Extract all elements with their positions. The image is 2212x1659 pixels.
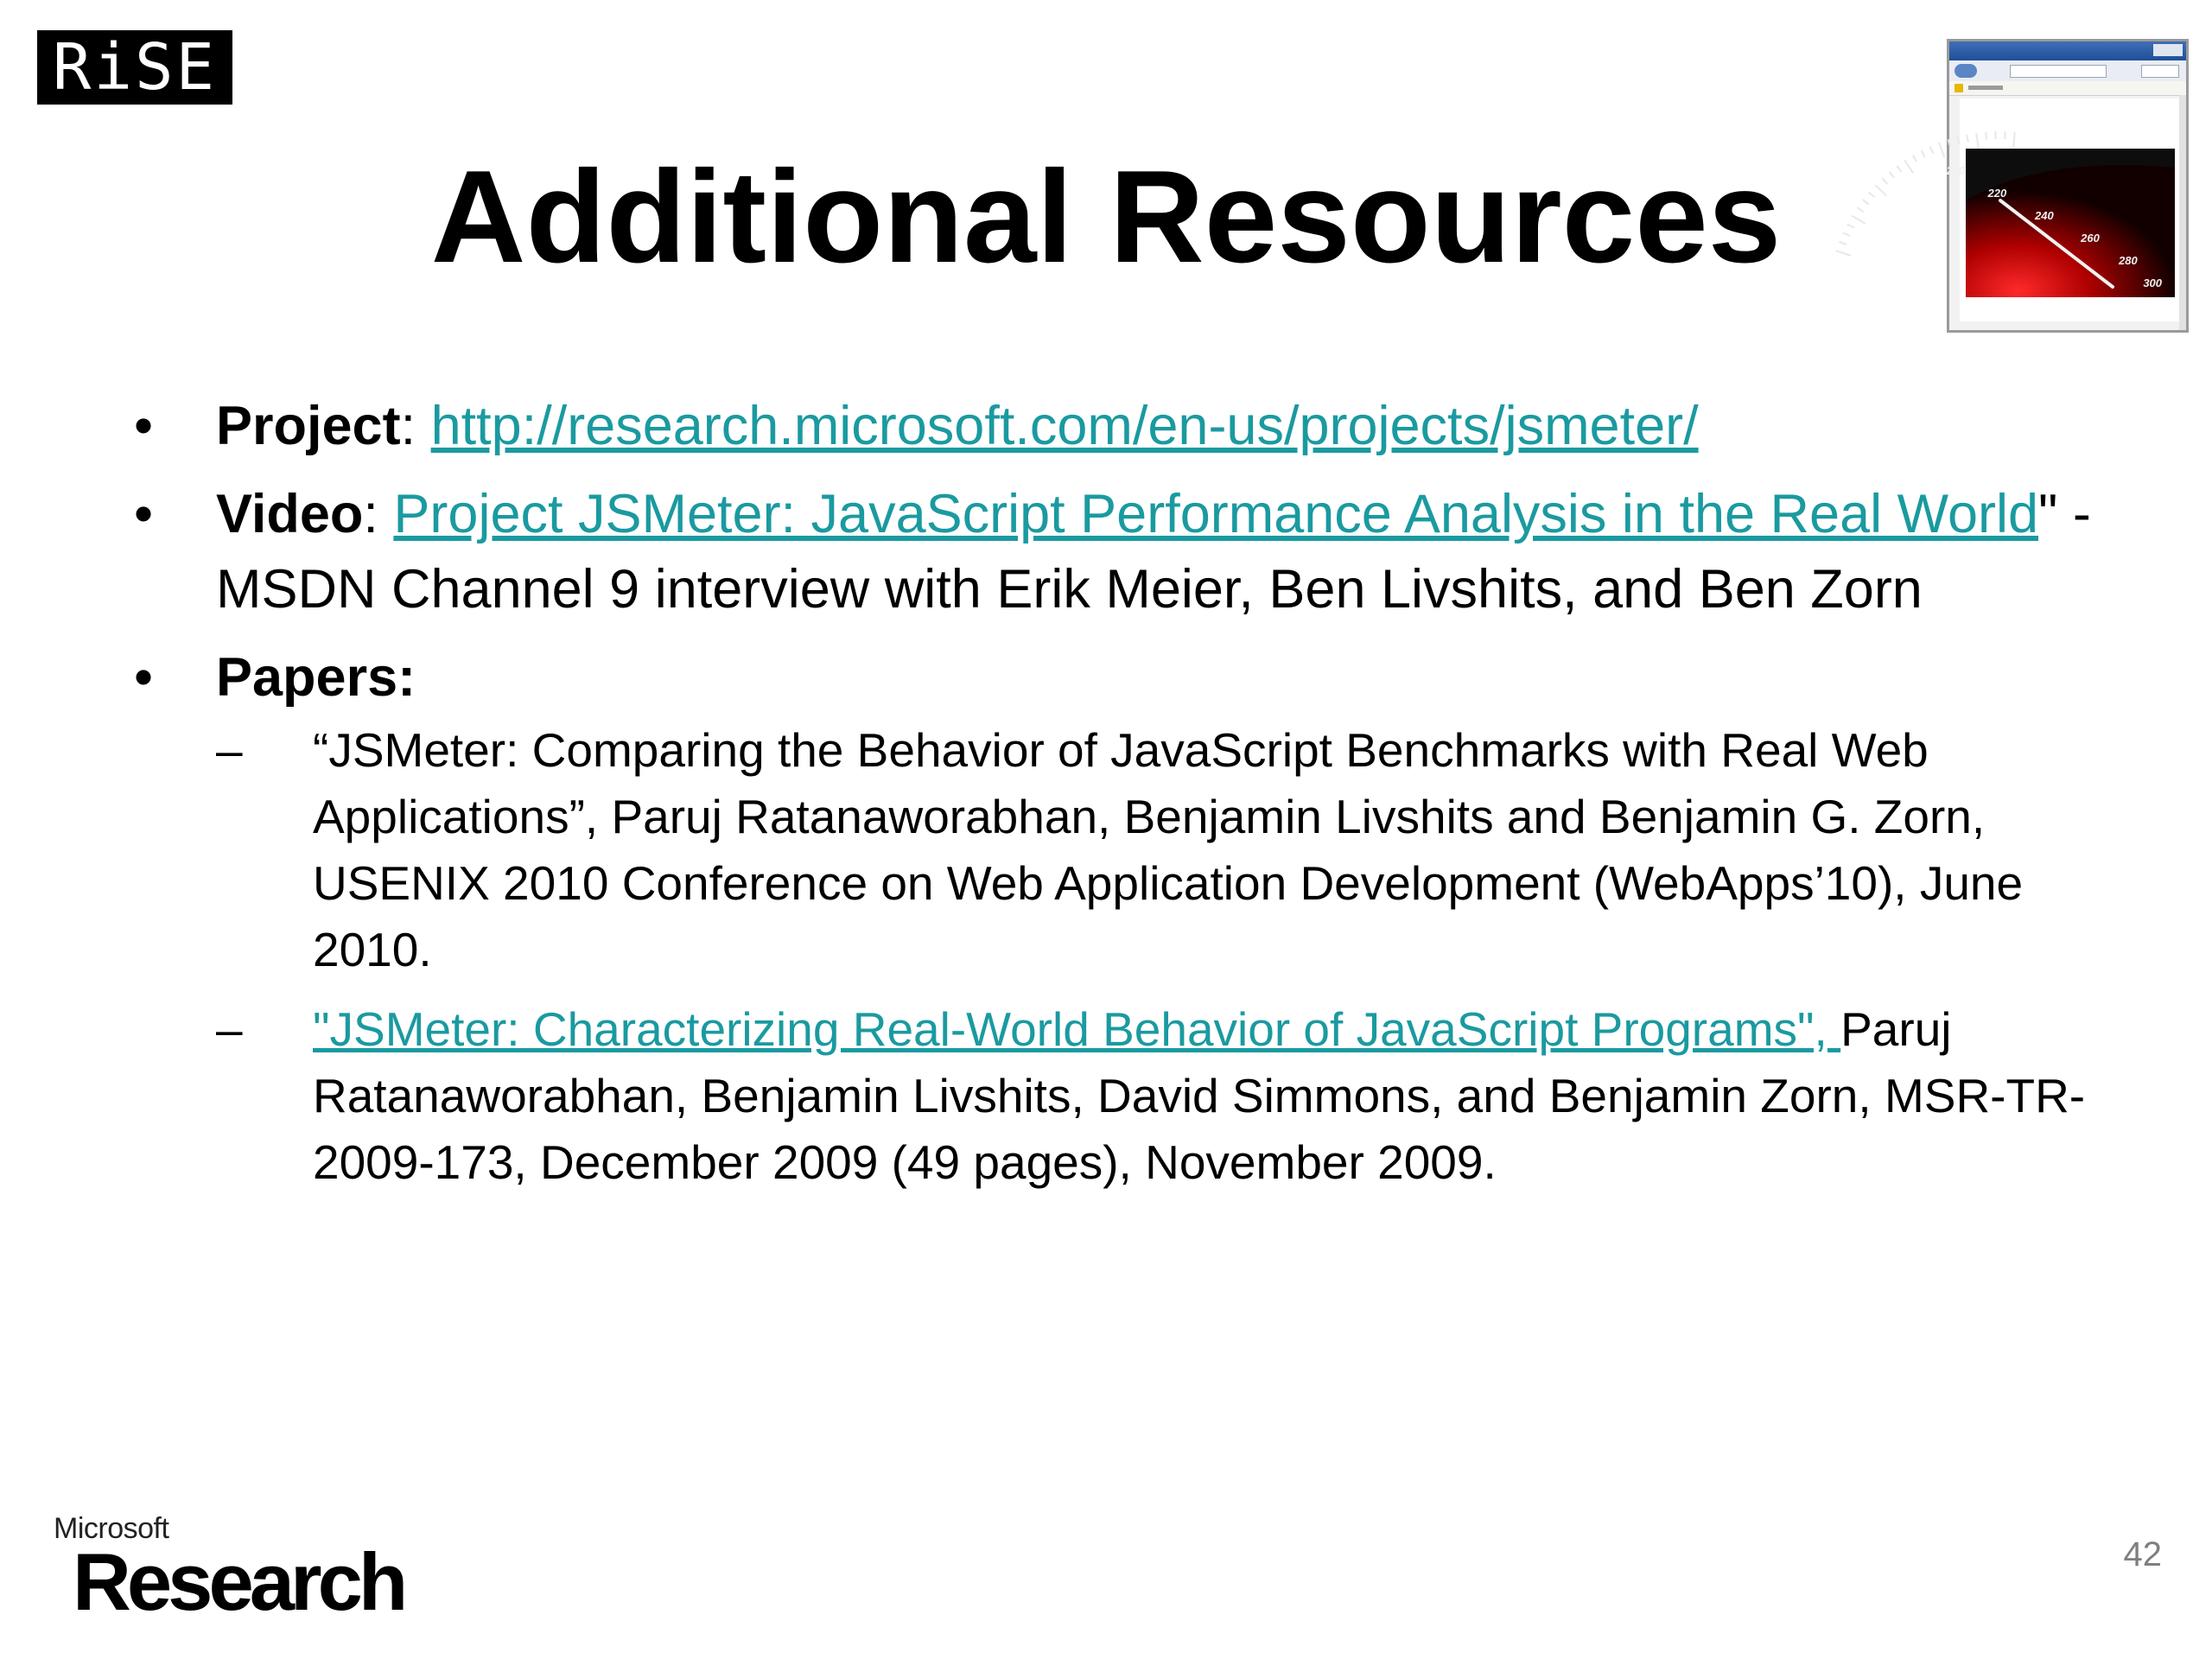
gauge-tick-label: 240 (2035, 209, 2054, 222)
bullet-video (134, 477, 2104, 627)
resource-list (134, 389, 2104, 1209)
research-wordmark: Research (73, 1536, 404, 1627)
microsoft-research-logo (54, 1512, 404, 1627)
thumbnail-addressbar (1949, 60, 2186, 82)
project-link[interactable]: http://research.microsoft.com/en-us/projects/jsmeter/ (430, 396, 1699, 456)
thumbnail-titlebar (1949, 41, 2186, 60)
video-label: Video (216, 484, 364, 544)
paper-item-1 (216, 717, 2104, 983)
project-label: Project (216, 396, 401, 456)
project-separator: : (400, 396, 431, 456)
favorites-text (1968, 86, 2003, 90)
page-number: 42 (2123, 1535, 2162, 1573)
thumbnail-scrollbar (2179, 95, 2186, 330)
papers-label: Papers: (216, 647, 416, 708)
paper-item-2 (216, 996, 2104, 1196)
video-description: " - MSDN Channel 9 interview with Erik Meier, Ben Livshits, and Ben Zorn (216, 484, 2091, 620)
back-forward-icon (1955, 64, 1977, 78)
papers-list (216, 717, 2104, 1196)
gauge-tick-label: 200 (1946, 164, 1966, 177)
microsoft-wordmark: Microsoft (54, 1512, 169, 1545)
favorites-star-icon (1955, 84, 1963, 92)
paper-2-link[interactable]: "JSMeter: Characterizing Real-World Behavior of JavaScript Programs", (313, 1002, 1841, 1056)
speedometer-icon (1946, 149, 2175, 297)
gauge-tick-label: 220 (1987, 187, 2007, 200)
search-field (2141, 65, 2179, 78)
slide-title: Additional Resources (430, 143, 1782, 290)
paper-1-text: “JSMeter: Comparing the Behavior of JavaScript Benchmarks with Real Web Applications”, Paruj Ratanaworabhan, Benjamin Livshits and Benjamin G. Zorn, USENIX 2010 Conference on Web Application Development (WebApps’10), June 2010. (313, 723, 2024, 976)
gauge-tick-label: 260 (2081, 232, 2100, 245)
gauge-tick (1948, 139, 1951, 147)
bullet-project (134, 389, 2104, 464)
video-separator: : (363, 484, 394, 544)
jsmeter-screenshot-thumbnail (1947, 39, 2189, 333)
window-buttons-icon (2153, 44, 2183, 56)
address-field (2010, 65, 2107, 78)
favorites-bar (1949, 81, 2186, 96)
paper-2-text: Paruj Ratanaworabhan, Benjamin Livshits, David Simmons, and Benjamin Zorn, MSR-TR-2009-173, December 2009 (49 pages), November 2009. (313, 1002, 2086, 1189)
rise-logo: RiSE (37, 30, 232, 105)
gauge-tick-label: 300 (2143, 276, 2163, 289)
bullet-papers (134, 640, 2104, 1196)
gauge-tick-label: 280 (2119, 254, 2138, 267)
video-link[interactable]: Project JSMeter: JavaScript Performance Analysis in the Real World (393, 484, 2039, 544)
